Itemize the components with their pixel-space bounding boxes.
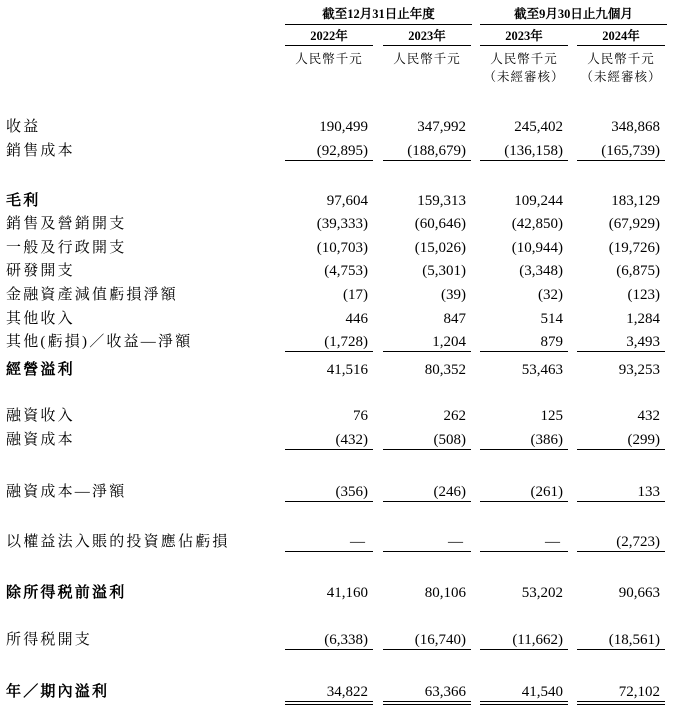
cell-9m-2024: 3,493 bbox=[577, 331, 665, 353]
cell-9m-2023: 514 bbox=[540, 311, 563, 327]
cell-9m-2023: 879 bbox=[480, 331, 568, 353]
cell-2022: (17) bbox=[343, 287, 368, 303]
cell-2022: (432) bbox=[285, 429, 373, 451]
row-other-gains-losses bbox=[0, 331, 673, 353]
header-group-nine-months: 截至9月30日止九個月 bbox=[480, 6, 667, 23]
header-year-col3: 2023年 bbox=[480, 29, 568, 44]
row-profit-before-tax bbox=[0, 582, 673, 604]
row-finance-income bbox=[0, 405, 673, 427]
cell-9m-2023: 125 bbox=[540, 408, 563, 424]
cell-9m-2023: (136,158) bbox=[480, 140, 568, 162]
row-rnd-expenses bbox=[0, 260, 673, 282]
row-label: 融資成本 bbox=[6, 432, 75, 448]
row-impairment-losses bbox=[0, 284, 673, 306]
row-label: 毛利 bbox=[6, 193, 41, 209]
cell-9m-2023: 53,202 bbox=[521, 585, 563, 601]
cell-9m-2024: 93,253 bbox=[618, 362, 660, 378]
cell-2022: 34,822 bbox=[285, 681, 373, 703]
row-label: 金融資產減值虧損淨額 bbox=[6, 287, 179, 303]
cell-9m-2024: (123) bbox=[627, 287, 660, 303]
header-year-col2: 2023年 bbox=[383, 29, 471, 44]
cell-9m-2024: 432 bbox=[637, 408, 660, 424]
cell-2023: (15,026) bbox=[414, 240, 466, 256]
cell-9m-2023: 245,402 bbox=[514, 119, 563, 135]
cell-2022: 446 bbox=[345, 311, 368, 327]
unit-unaudited-note: （未經審核） bbox=[580, 70, 662, 84]
cell-2023: (5,301) bbox=[422, 263, 466, 279]
cell-9m-2024: (18,561) bbox=[577, 629, 665, 651]
cell-9m-2023: (386) bbox=[480, 429, 568, 451]
cell-2023: 80,106 bbox=[424, 585, 466, 601]
row-other-income bbox=[0, 308, 673, 330]
row-profit-for-year-period bbox=[0, 681, 673, 703]
row-gross-profit bbox=[0, 190, 673, 212]
cell-9m-2024: (2,723) bbox=[577, 531, 665, 553]
cell-2022: 41,160 bbox=[326, 585, 368, 601]
cell-9m-2023: — bbox=[480, 531, 568, 553]
header-unit-col3 bbox=[480, 50, 568, 86]
unit-currency: 人民幣千元 bbox=[295, 52, 363, 66]
cell-9m-2023: (42,850) bbox=[511, 216, 563, 232]
cell-9m-2023: (10,944) bbox=[511, 240, 563, 256]
cell-9m-2023: 41,540 bbox=[480, 681, 568, 703]
cell-9m-2023: (3,348) bbox=[519, 263, 563, 279]
cell-9m-2023: 53,463 bbox=[521, 362, 563, 378]
cell-2023: — bbox=[383, 531, 471, 553]
cell-2022: (6,338) bbox=[285, 629, 373, 651]
row-income-tax-expense bbox=[0, 629, 673, 651]
cell-9m-2023: 109,244 bbox=[514, 193, 563, 209]
cell-9m-2024: 348,868 bbox=[611, 119, 660, 135]
row-label: 融資收入 bbox=[6, 408, 75, 424]
cell-2023: (188,679) bbox=[383, 140, 471, 162]
header-year-col4: 2024年 bbox=[577, 29, 665, 44]
cell-2023: 347,992 bbox=[417, 119, 466, 135]
cell-9m-2024: 72,102 bbox=[577, 681, 665, 703]
cell-9m-2024: (299) bbox=[577, 429, 665, 451]
row-selling-marketing-expenses bbox=[0, 213, 673, 235]
row-cost-of-sales bbox=[0, 140, 673, 162]
cell-9m-2024: 183,129 bbox=[611, 193, 660, 209]
row-label: 研發開支 bbox=[6, 263, 75, 279]
cell-9m-2023: (32) bbox=[538, 287, 563, 303]
cell-2023: (508) bbox=[383, 429, 471, 451]
cell-2022: 190,499 bbox=[319, 119, 368, 135]
cell-2023: 1,204 bbox=[383, 331, 471, 353]
row-label: 除所得税前溢利 bbox=[6, 585, 127, 601]
row-general-admin-expenses bbox=[0, 237, 673, 259]
unit-currency: 人民幣千元 bbox=[393, 52, 461, 66]
cell-2023: (16,740) bbox=[383, 629, 471, 651]
row-finance-costs-net bbox=[0, 481, 673, 503]
cell-2023: 262 bbox=[443, 408, 466, 424]
row-label: 銷售成本 bbox=[6, 143, 75, 159]
cell-2023: 159,313 bbox=[417, 193, 466, 209]
cell-2023: (60,646) bbox=[414, 216, 466, 232]
row-label: 所得税開支 bbox=[6, 632, 93, 648]
cell-9m-2024: (19,726) bbox=[608, 240, 660, 256]
header-group-year-ended: 截至12月31日止年度 bbox=[285, 6, 472, 23]
row-label: 收益 bbox=[6, 119, 41, 135]
row-label: 一般及行政開支 bbox=[6, 240, 127, 256]
cell-2023: (246) bbox=[383, 481, 471, 503]
row-label: 經營溢利 bbox=[6, 362, 75, 378]
row-share-of-losses-equity-investments bbox=[0, 531, 673, 553]
cell-2023: 63,366 bbox=[383, 681, 471, 703]
unit-unaudited-note: （未經審核） bbox=[483, 70, 565, 84]
cell-2022: — bbox=[285, 531, 373, 553]
cell-2023: (39) bbox=[441, 287, 466, 303]
header-unit-col2 bbox=[383, 50, 471, 68]
row-label: 年／期內溢利 bbox=[6, 684, 110, 700]
row-revenue bbox=[0, 116, 673, 138]
row-label: 銷售及營銷開支 bbox=[6, 216, 127, 232]
cell-2023: 847 bbox=[443, 311, 466, 327]
cell-2022: 41,516 bbox=[326, 362, 368, 378]
row-label: 其他收入 bbox=[6, 311, 75, 327]
cell-9m-2023: (261) bbox=[480, 481, 568, 503]
cell-2022: (1,728) bbox=[285, 331, 373, 353]
cell-9m-2024: (6,875) bbox=[616, 263, 660, 279]
cell-2022: (356) bbox=[285, 481, 373, 503]
cell-9m-2024: (165,739) bbox=[577, 140, 665, 162]
cell-2022: (92,895) bbox=[285, 140, 373, 162]
cell-9m-2024: (67,929) bbox=[608, 216, 660, 232]
cell-2022: (39,333) bbox=[316, 216, 368, 232]
cell-2022: 76 bbox=[353, 408, 368, 424]
row-label: 其他(虧損)／收益—淨額 bbox=[6, 334, 193, 350]
row-operating-profit bbox=[0, 359, 673, 381]
row-label: 以權益法入賬的投資應佔虧損 bbox=[6, 534, 230, 550]
row-label: 融資成本—淨額 bbox=[6, 484, 127, 500]
cell-9m-2023: (11,662) bbox=[480, 629, 568, 651]
cell-2022: (4,753) bbox=[324, 263, 368, 279]
cell-9m-2024: 133 bbox=[577, 481, 665, 503]
header-year-col1: 2022年 bbox=[285, 29, 373, 44]
unit-currency: 人民幣千元 bbox=[490, 52, 558, 66]
unit-currency: 人民幣千元 bbox=[587, 52, 655, 66]
cell-9m-2024: 1,284 bbox=[626, 311, 660, 327]
cell-2022: 97,604 bbox=[326, 193, 368, 209]
header-unit-col1 bbox=[285, 50, 373, 68]
cell-9m-2024: 90,663 bbox=[618, 585, 660, 601]
row-finance-costs bbox=[0, 429, 673, 451]
header-unit-col4 bbox=[577, 50, 665, 86]
cell-2023: 80,352 bbox=[424, 362, 466, 378]
cell-2022: (10,703) bbox=[316, 240, 368, 256]
